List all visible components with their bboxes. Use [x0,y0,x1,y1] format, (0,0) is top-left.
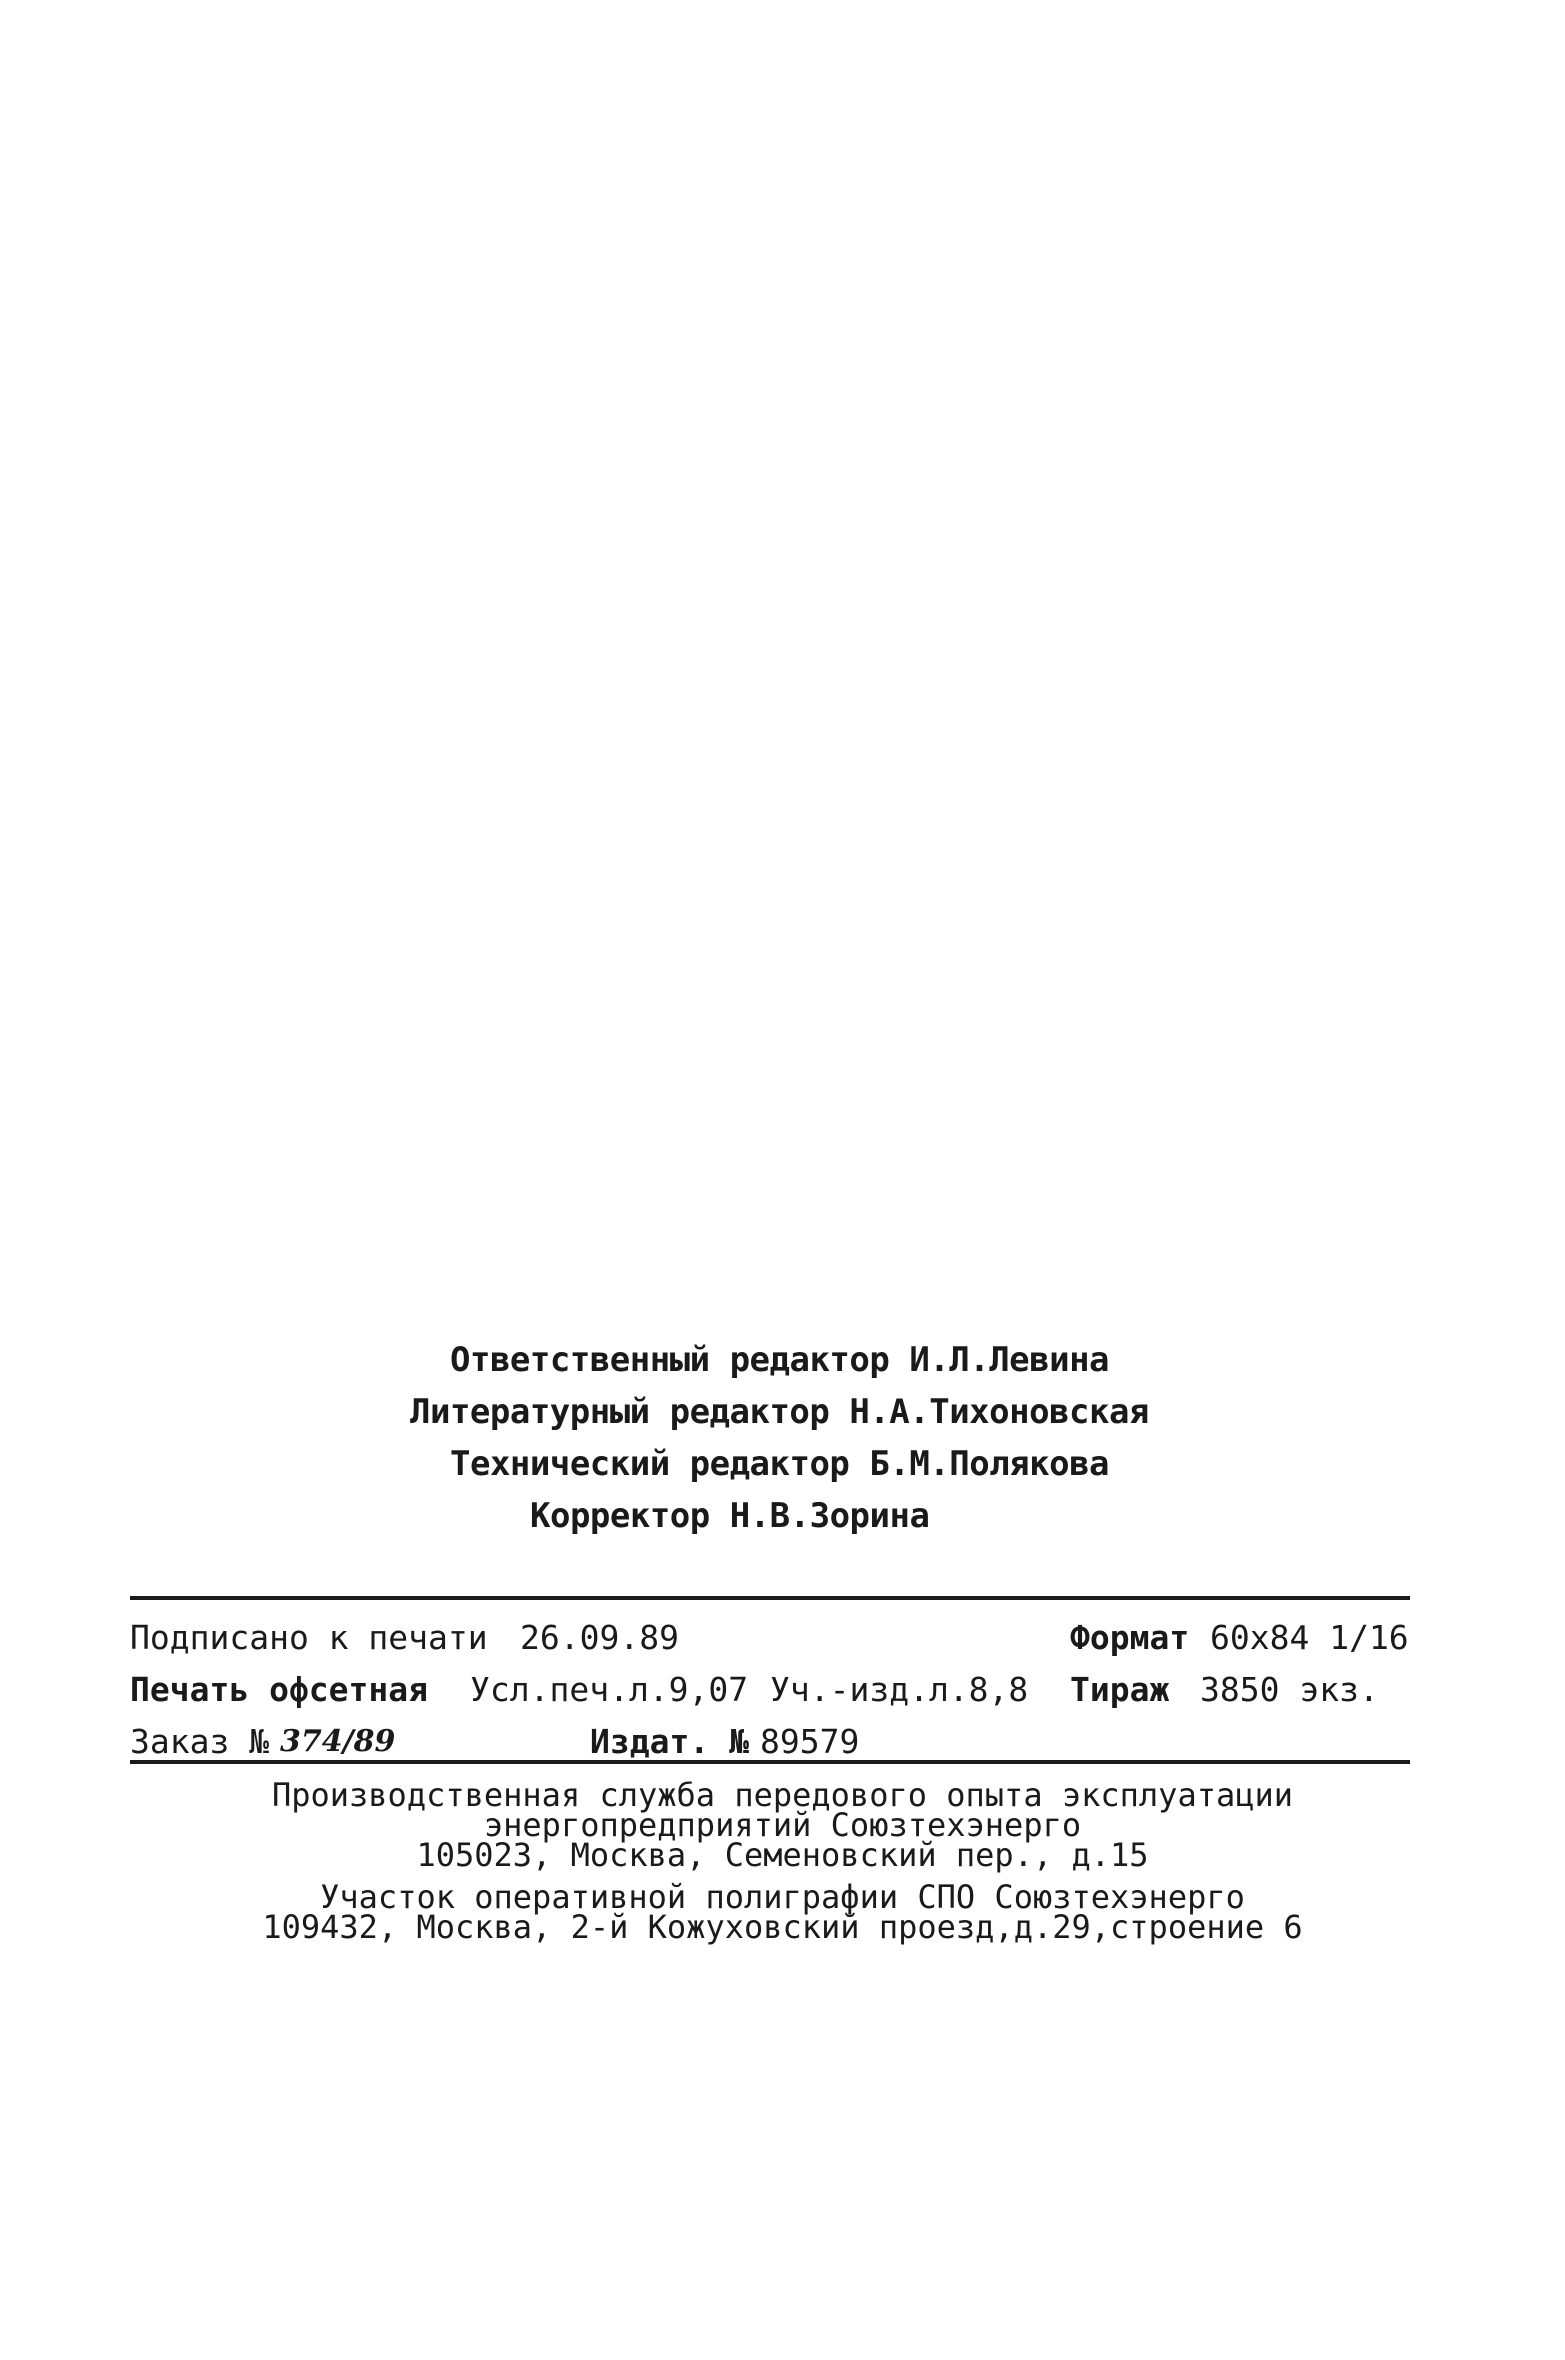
printer-line-2: 109432, Москва, 2-й Кожуховский проезд,д.29,строение 6 [262,1908,1303,1946]
credit-literary-editor [410,1392,1149,1432]
credit-role: Корректор [530,1496,710,1536]
printer-address [0,1878,1565,1946]
print-type: Печать офсетная [130,1670,429,1709]
imprint-row-signed [130,1618,1415,1658]
edition-value: 89579 [760,1722,860,1761]
credit-person: Н.В.Зорина [729,1496,930,1536]
top-divider [130,1596,1410,1600]
format-value: 60х84 1/16 [1210,1618,1409,1657]
bottom-divider [130,1760,1410,1764]
credit-role: Технический редактор [450,1444,850,1484]
order-value: 374/89 [280,1724,396,1759]
print-sheets: Усл.печ.л.9,07 [470,1670,749,1709]
publisher-line-2: энергопредприятий Союзтехэнерго [483,1806,1082,1844]
credit-proofreader [530,1496,929,1536]
format-label: Формат [1070,1618,1190,1657]
credit-responsible-editor [450,1340,1109,1380]
publisher-line-3: 105023, Москва, Семеновский пер., д.15 [416,1836,1149,1874]
credit-role: Ответственный редактор [450,1340,890,1380]
credit-person: И.Л.Левина [909,1340,1110,1380]
credit-person: Н.А.Тихоновская [849,1392,1149,1432]
signed-label: Подписано к печати [130,1618,488,1657]
credit-role: Литературный редактор [410,1392,830,1432]
edition-label: Издат. № [590,1722,749,1761]
printer-line-1: Участок оперативной полиграфии СПО Союзтехэнерго [320,1878,1245,1916]
run-value: 3850 экз. [1200,1670,1379,1709]
credit-technical-editor [450,1444,1109,1484]
imprint-row-order [130,1722,1415,1762]
publisher-line-1: Производственная служба передового опыта эксплуатации [271,1776,1294,1814]
publisher-sheets: Уч.-изд.л.8,8 [770,1670,1029,1709]
order-label: Заказ № [130,1722,270,1761]
publisher-address [0,1776,1565,1874]
run-label: Тираж [1070,1670,1170,1709]
imprint-row-print [130,1670,1415,1710]
signed-date: 26.09.89 [520,1618,679,1657]
credit-person: Б.М.Полякова [869,1444,1110,1484]
